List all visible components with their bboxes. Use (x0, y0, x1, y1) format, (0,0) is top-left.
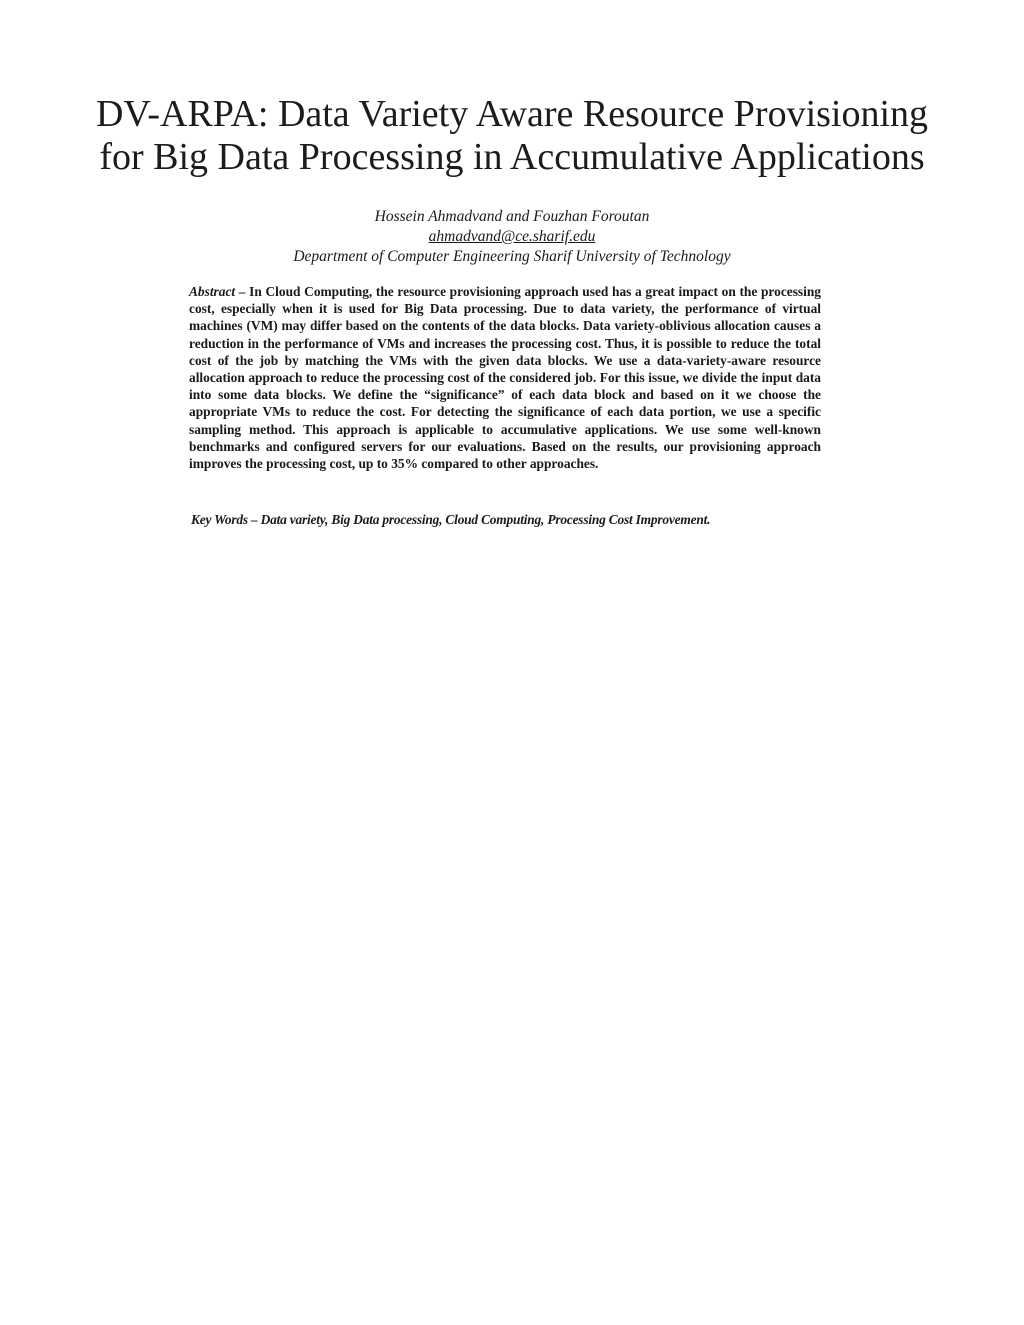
abstract-label: Abstract (189, 284, 236, 299)
author-email: ahmadvand@ce.sharif.edu (428, 228, 596, 245)
abstract-paragraph (189, 283, 821, 472)
paper-title (0, 93, 1024, 179)
author-names: Hossein Ahmadvand and Fouzhan Foroutan (374, 208, 650, 225)
keywords-line: Key Words – Data variety, Big Data processing, Cloud Computing, Processing Cost Improvement. (191, 512, 711, 527)
author-block (0, 207, 1024, 267)
paper-title-line-1: DV-ARPA: Data Variety Aware Resource Provisioning (95, 93, 929, 135)
paper-title-line-2: for Big Data Processing in Accumulative Applications (99, 136, 925, 178)
author-affiliation: Department of Computer Engineering Sharif University of Technology (293, 248, 731, 265)
abstract-text: – In Cloud Computing, the resource provisioning approach used has a great impact on the processing cost, especially when it is used for Big Data processing. Due to data variety, the performance of virtual machines (VM) may differ based on the contents of the data blocks. Data variety-oblivious allocation causes a reduction in the performance of VMs and increases the processing cost. Thus, it is possible to reduce the total cost of the job by matching the VMs with the given data blocks. We use a data-variety-aware resource allocation approach to reduce the processing cost of the considered job. For this issue, we divide the input data into some data blocks. We define the “significance” of each data block and based on it we choose the appropriate VMs to reduce the cost. For detecting the significance of each data portion, we use a specific sampling method. This approach is applicable to accumulative applications. We use some well-known benchmarks and configured servers for our evaluations. Based on the results, our provisioning approach improves the processing cost, up to 35% compared to other approaches. (189, 284, 821, 472)
